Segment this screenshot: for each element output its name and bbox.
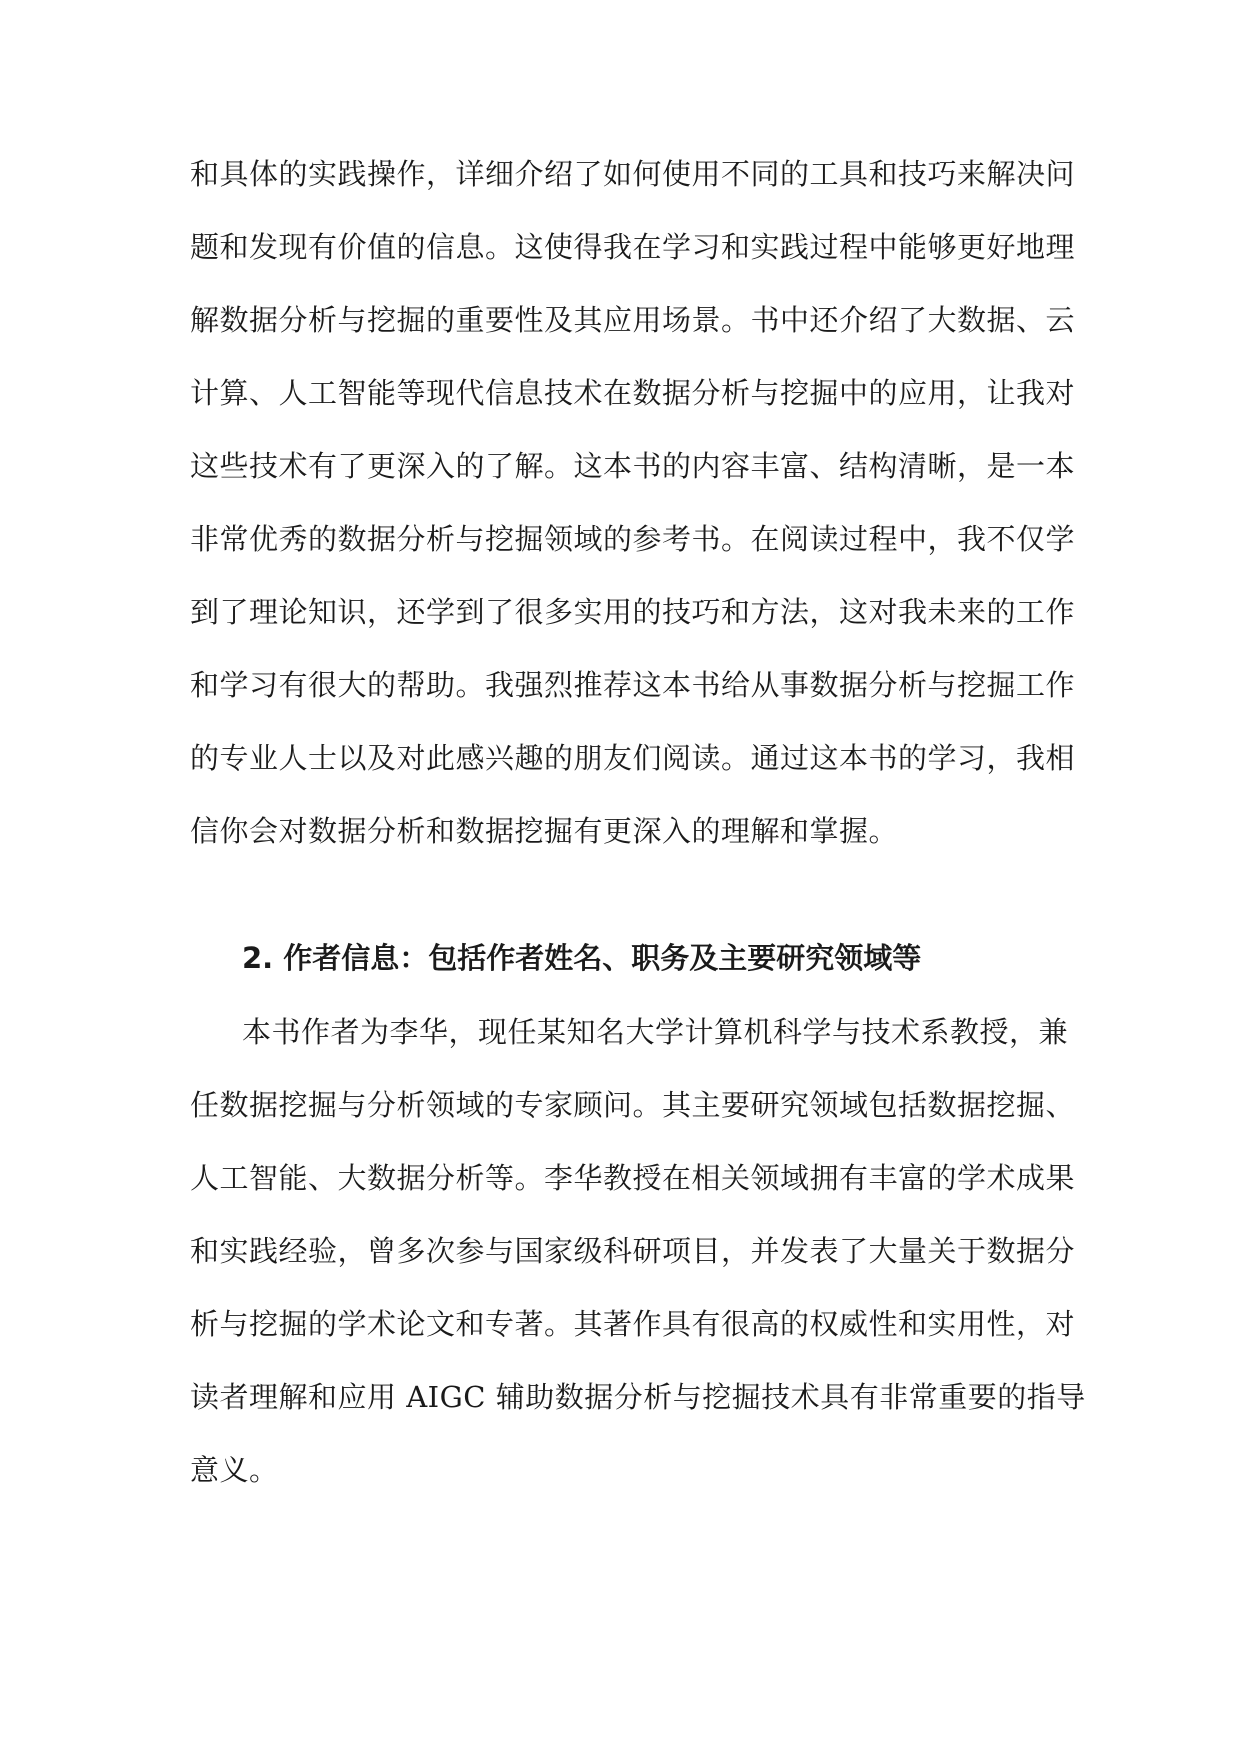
section-heading: 2. 作者信息：包括作者姓名、职务及主要研究领域等 bbox=[242, 941, 922, 975]
paragraph-line: 非常优秀的数据分析与挖掘领域的参考书。在阅读过程中，我不仅学 bbox=[190, 522, 1076, 556]
paragraph-line: 这些技术有了更深入的了解。这本书的内容丰富、结构清晰，是一本 bbox=[190, 449, 1076, 483]
paragraph-line: 题和发现有价值的信息。这使得我在学习和实践过程中能够更好地理 bbox=[190, 230, 1076, 264]
paragraph-line: 的专业人士以及对此感兴趣的朋友们阅读。通过这本书的学习，我相 bbox=[190, 741, 1076, 775]
paragraph-line: 本书作者为李华，现任某知名大学计算机科学与技术系教授，兼 bbox=[242, 1015, 1069, 1049]
paragraph-line: 读者理解和应用 AIGC 辅助数据分析与挖掘技术具有非常重要的指导 bbox=[190, 1380, 1086, 1414]
paragraph-line: 信你会对数据分析和数据挖掘有更深入的理解和掌握。 bbox=[190, 814, 899, 848]
paragraph-line: 到了理论知识，还学到了很多实用的技巧和方法，这对我未来的工作 bbox=[190, 595, 1076, 629]
paragraph-line: 解数据分析与挖掘的重要性及其应用场景。书中还介绍了大数据、云 bbox=[190, 303, 1076, 337]
paragraph-line: 任数据挖掘与分析领域的专家顾问。其主要研究领域包括数据挖掘、 bbox=[190, 1088, 1076, 1122]
paragraph-line: 和具体的实践操作，详细介绍了如何使用不同的工具和技巧来解决问 bbox=[190, 157, 1076, 191]
paragraph-line: 计算、人工智能等现代信息技术在数据分析与挖掘中的应用，让我对 bbox=[190, 376, 1076, 410]
paragraph-line: 和学习有很大的帮助。我强烈推荐这本书给从事数据分析与挖掘工作 bbox=[190, 668, 1076, 702]
paragraph-line: 析与挖掘的学术论文和专著。其著作具有很高的权威性和实用性，对 bbox=[190, 1307, 1076, 1341]
paragraph-line: 意义。 bbox=[190, 1453, 279, 1487]
paragraph-line: 和实践经验，曾多次参与国家级科研项目，并发表了大量关于数据分 bbox=[190, 1234, 1076, 1268]
paragraph-line: 人工智能、大数据分析等。李华教授在相关领域拥有丰富的学术成果 bbox=[190, 1161, 1076, 1195]
